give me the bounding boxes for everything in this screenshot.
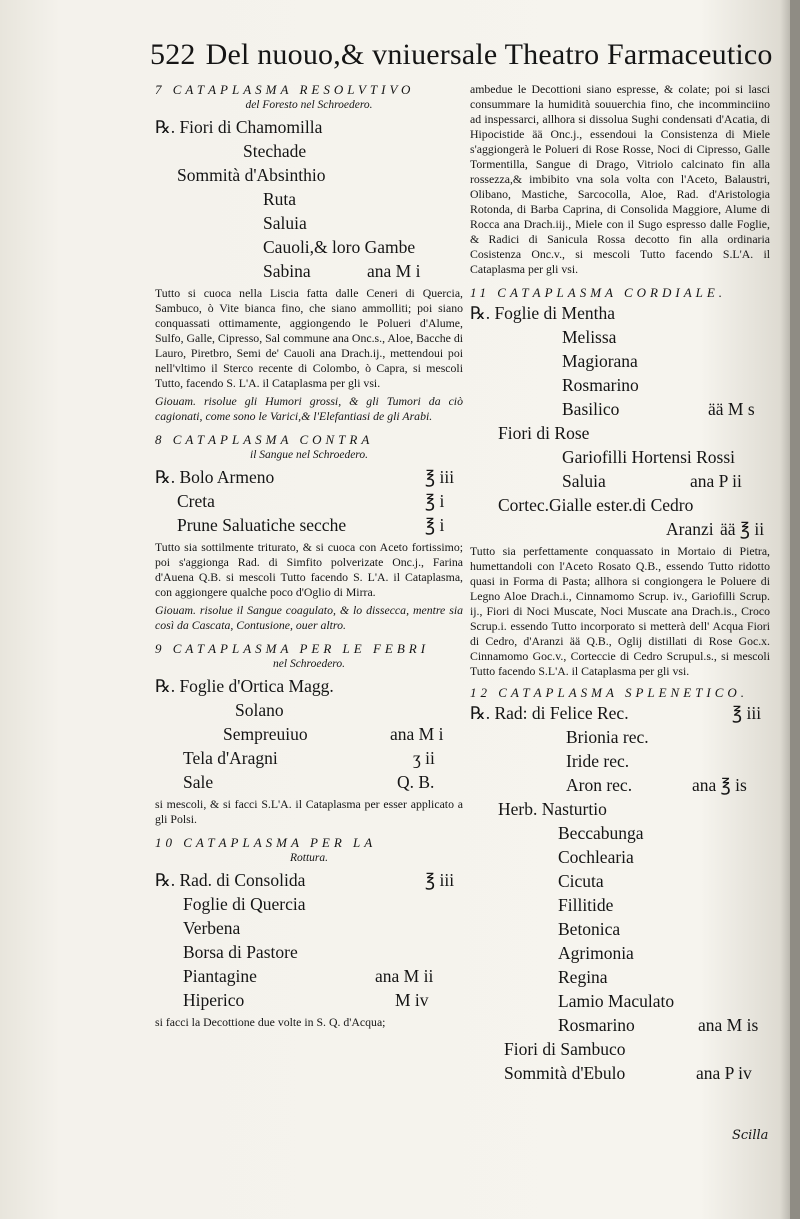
recipe-subtitle: nel Schroedero. bbox=[273, 658, 345, 670]
ingredient-line: Fillitide bbox=[558, 895, 614, 915]
ingredient-line: Herb. Nasturtio bbox=[498, 799, 607, 819]
recipe-title: 11 CATАPLASMA CORDIALE. bbox=[470, 285, 727, 300]
ingredient-quantity: ää ℥ ii bbox=[720, 519, 765, 539]
recipe-subtitle: Rottura. bbox=[289, 852, 328, 864]
ingredient-line: Betonica bbox=[558, 919, 621, 939]
ingredient-line: Stechade bbox=[243, 141, 307, 161]
ingredient-line: Verbena bbox=[183, 918, 241, 938]
ingredient-line: Sabina ana M i bbox=[263, 261, 421, 281]
ingredient-line: Hiperico M iv bbox=[183, 990, 429, 1010]
continued-instructions: ambedue le Decottioni siano espresse, & colate; poi si lasci consummare la humidità souuerchia fino, che incomminciino ad inspessarci, allhora si dissolua Sughi condensati d'Acatia, di Hipocistide ää Onc.j., essendoui la Consistenza di Miele s'aggiongerà le Polueri di Rose Rosse, Noci di Cipresso, Galle Tormentilla, Sangue di Drago, Vitriolo calcinato fin alla rossezza,& imbibito vna sola volta con l'Aceto, Balaustri, Olibano, Mastiche, Sarcocolla, Aloe, Rad. d'Aristologia Rotonda, di Barba Caprina, di Consolida Maggiore, Alume di Rocca ana Drach.iij., Miele con il Sugo espresso dalle Foglie, & Radici di Sanicula Rossa decotto fin alla ordinaria Cosistenza Onc.v., si mescoli Tutto facendo S.L'A. il Cataplasma per gli vsi. bbox=[470, 82, 770, 276]
recipe-7 bbox=[155, 82, 463, 424]
ingredient-line: Ruta bbox=[263, 189, 297, 209]
ingredient-line: Sale Q. B. bbox=[183, 772, 435, 792]
ingredient-line: ℞. Fiori di Chamomilla bbox=[155, 117, 323, 137]
ingredient-quantity: ana P ii bbox=[690, 471, 742, 491]
ingredient-quantity: ana M i bbox=[390, 724, 444, 744]
ingredient-line: Cortec.Gialle ester.di Cedro bbox=[498, 495, 694, 515]
ingredient-line: Creta ℥ i bbox=[177, 491, 445, 511]
ingredient-line: Saluia ana P ii bbox=[562, 471, 742, 491]
ingredient-line: Fiori di Sambuco bbox=[504, 1039, 626, 1059]
ingredient-line: ℞. Foglie di Mentha bbox=[470, 303, 615, 323]
ingredient-line: Tela d'Aragni ʒ ii bbox=[183, 748, 435, 768]
ingredient-quantity: ana M i bbox=[367, 261, 421, 281]
page-number: 522 bbox=[150, 38, 196, 71]
page-edge bbox=[790, 0, 800, 1219]
ingredient-line: ℞. Rad: di Felice Rec. ℥ iii bbox=[470, 703, 762, 723]
ingredient-line: Gariofilli Hortensi Rossi bbox=[562, 447, 736, 467]
recipe-subtitle: del Foresto nel Schroedero. bbox=[245, 99, 373, 111]
ingredient-line: Prune Saluatiche secche ℥ i bbox=[177, 515, 445, 535]
recipe-subtitle: il Sangue nel Schroedero. bbox=[250, 449, 368, 461]
recipe-10 bbox=[155, 835, 463, 1030]
right-column bbox=[470, 82, 770, 1085]
page-header bbox=[150, 38, 790, 72]
ingredient-quantity: ana M ii bbox=[375, 966, 434, 986]
catchword: Scilla bbox=[732, 1128, 769, 1143]
recipe-title: 9 CATАPLASMA PER LE FEBRI bbox=[155, 641, 430, 656]
ingredient-line: Brionia rec. bbox=[566, 727, 649, 747]
ingredient-line: Cochlearia bbox=[558, 847, 634, 867]
ingredient-line: Fiori di Rose bbox=[498, 423, 590, 443]
ingredient-line: Rosmarino ana M is bbox=[558, 1015, 759, 1035]
left-column bbox=[155, 82, 463, 1030]
recipe-title: 7 CATАPLASMA RESOLVTIVO bbox=[155, 82, 415, 97]
ingredient-line: Aranzi ää ℥ ii bbox=[666, 519, 765, 539]
recipe-virtues: Giouam. risolue il Sangue coagulato, & lo dissecca, mentre sia così da Cascata, Contusione, ouer altro. bbox=[155, 603, 463, 632]
ingredient-quantity: ℥ i bbox=[425, 515, 445, 535]
ingredient-line: Solano bbox=[235, 700, 284, 720]
running-title: Del nuouo,& vniuersale Theatro Farmaceutico bbox=[205, 38, 773, 71]
recipe-title: 12 CATАPLASMA SPLENETICO. bbox=[470, 685, 749, 700]
ingredient-line: Cauoli,& loro Gambe bbox=[263, 237, 416, 257]
ingredient-quantity: ana ℥ is bbox=[692, 775, 747, 795]
ingredient-quantity: ʒ ii bbox=[413, 748, 435, 768]
ingredient-line: Iride rec. bbox=[566, 751, 630, 771]
recipe-title: 10 CATАPLASMA PER LA bbox=[155, 835, 377, 850]
ingredient-line: Beccabunga bbox=[558, 823, 644, 843]
ingredient-line: Borsa di Pastore bbox=[183, 942, 298, 962]
ingredient-line: ℞. Foglie d'Ortica Magg. bbox=[155, 676, 334, 696]
ingredient-quantity: ana P iv bbox=[696, 1063, 752, 1083]
ingredient-quantity: ℥ i bbox=[425, 491, 445, 511]
ingredient-line: Rosmarino bbox=[562, 375, 639, 395]
ingredient-line: Saluia bbox=[263, 213, 307, 233]
ingredient-line: Sommità d'Ebulo ana P iv bbox=[504, 1063, 752, 1083]
recipe-8 bbox=[155, 432, 463, 633]
recipe-instructions: Tutto si cuoca nella Liscia fatta dalle Ceneri di Quercia, Sambuco, ò Vite bianca fino, che siano ammolliti; poi siano conquassati ottimamente, aggiongendo le Polueri d'Alume, Sulfo, Galle, Cipresso, Sal commune ana Onc.s., Aloe, Bacche di Lauro, Piretbro, Semi de' Cauoli ana Drach.ij., mettendoui poi nell'vltimo il Sterco recente di Colombo, ò Capra, si mescoli Tutto, facendo S. L'A. il Cataplasma per gli vsi. bbox=[155, 286, 463, 390]
recipe-9 bbox=[155, 641, 463, 827]
ingredient-line: Sempreuiuo ana M i bbox=[223, 724, 444, 744]
ingredient-quantity: ää M s bbox=[708, 399, 755, 419]
ingredient-line: Melissa bbox=[562, 327, 617, 347]
ingredient-line: Sommità d'Absinthio bbox=[177, 165, 326, 185]
ingredient-quantity: ℥ iii bbox=[425, 870, 455, 890]
recipe-instructions: si mescoli, & si facci S.L'A. il Cataplasma per esser applicato a gli Polsi. bbox=[155, 797, 463, 826]
ingredient-line: Lamio Maculato bbox=[558, 991, 675, 1011]
recipe-11 bbox=[470, 285, 770, 679]
recipe-instructions: Tutto sia sottilmente triturato, & si cuoca con Aceto fortissimo; poi s'aggionga Rad. di Simfito polverizate Onc.j., Farina d'Auena Q.B. si mescoli Tutto facendo S. L'A. il Cataplasma, con aggiongere qualche poco d'Oglio di Mirra. bbox=[155, 540, 463, 599]
ingredient-quantity: ana M is bbox=[698, 1015, 759, 1035]
ingredient-line: Agrimonia bbox=[558, 943, 634, 963]
ingredient-line: Foglie di Quercia bbox=[183, 894, 306, 914]
recipe-instructions: Tutto sia perfettamente conquassato in Mortaio di Pietra, humettandoli con l'Aceto Rosato Q.B., essendo Tutto ridotto quasi in Forma di Pasta; allhora si congiongera le Poluere di Legno Aloe Drach.i., Cinnamomo Scrup. iv., Gariofilli Scrup. ij., Fiori di Noci Muscate, Noci Muscate ana Drach.is., Croco Scrup.i. essendo Tutto incorporato si metterà dell' Acqua Fiori di Cedro, d'Aranzi ää Q.B., Oglij distillati di Rose Goc.x. Cinnamomo Goc.v., Corteccie di Cedro Scrupul.s., si mescoli Tutto facendo S.L'A. il Cataplasma per gli vsi. bbox=[470, 544, 770, 678]
recipe-instructions: si facci la Decottione due volte in S. Q. d'Acqua; bbox=[155, 1015, 386, 1029]
recipe-virtues: Giouam. risolue gli Humori grossi, & gli Tumori da ciò cagionati, come sono le Varici,& l'Elefantiasi de gli Arabi. bbox=[155, 394, 463, 423]
recipe-12 bbox=[470, 685, 770, 1085]
ingredient-quantity: ℥ iii bbox=[732, 703, 762, 723]
recipe-title: 8 CATАPLASMA CONTRA bbox=[155, 432, 374, 447]
ingredient-line: ℞. Rad. di Consolida ℥ iii bbox=[155, 870, 455, 890]
ingredient-line: Cicuta bbox=[558, 871, 604, 891]
ingredient-quantity: Q. B. bbox=[397, 772, 435, 792]
ingredient-line: Piantagine ana M ii bbox=[183, 966, 434, 986]
ingredient-quantity: M iv bbox=[395, 990, 429, 1010]
ingredient-line: ℞. Bolo Armeno ℥ iii bbox=[155, 467, 455, 487]
ingredient-line: Regina bbox=[558, 967, 608, 987]
ingredient-line: Basilico ää M s bbox=[562, 399, 755, 419]
ingredient-line: Magiorana bbox=[562, 351, 638, 371]
ingredient-quantity: ℥ iii bbox=[425, 467, 455, 487]
ingredient-line: Aron rec. ana ℥ is bbox=[566, 775, 747, 795]
